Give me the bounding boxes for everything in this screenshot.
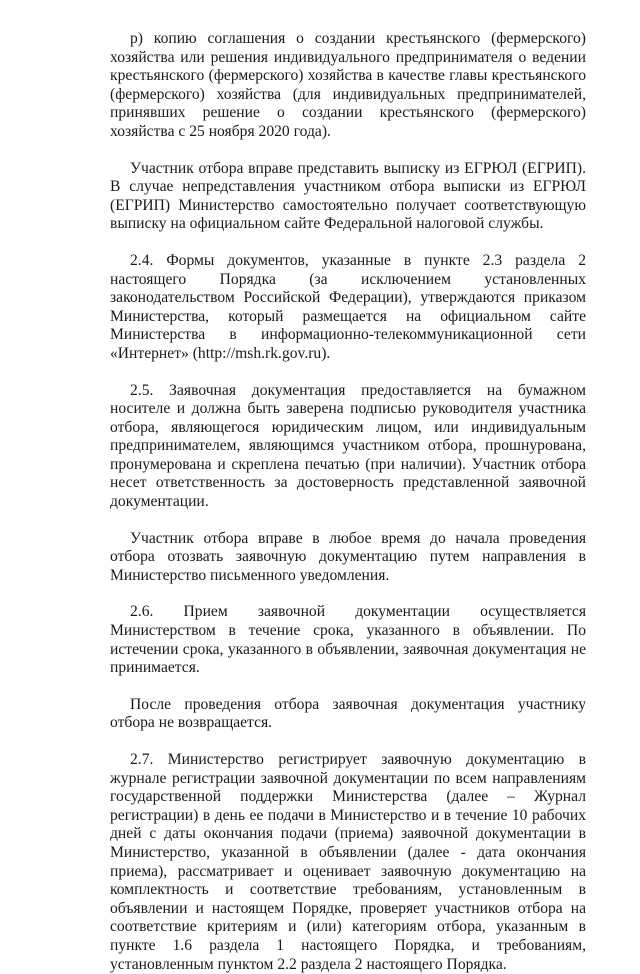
paragraph-spacer [110,364,586,382]
paragraph-no-return: После проведения отбора заявочная документация участнику отбора не возвращается. [110,695,586,732]
paragraph-egrul-extract: Участник отбора вправе представить выписку из ЕГРЮЛ (ЕГРИП). В случае непредставления участником отбора выписки из ЕГРЮЛ (ЕГРИП) Министерство самостоятельно получает соответствующую выписку на официальном сайте Федеральной налоговой службы. [110,159,586,233]
paragraph-2-6: 2.6. Прием заявочной документации осуществляется Министерством в течение срока, указанного в объявлении. По истечении срока, указанного в объявлении, заявочная документация не принимается. [110,603,586,677]
paragraph-spacer [110,142,586,160]
paragraph-r-agreement-copy: р) копию соглашения о создании крестьянского (фермерского) хозяйства или решения индивидуального предпринимателя о ведении крестьянского (фермерского) хозяйства в качестве главы крестьянского (фермерского) хозяйства (для индивидуальных предпринимателей, принявших решение о создании крестьянского (фермерского) хозяйства с 25 ноября 2020 года). [110,30,586,140]
paragraph-spacer [110,234,586,252]
paragraph-spacer [110,678,586,696]
paragraph-2-5: 2.5. Заявочная документация предоставляется на бумажном носителе и должна быть заверена подписью руководителя участника отбора, являющегося юридическим лицом, или индивидуальным предпринимателем, являющимся участником отбора, прошнурована, пронумерована и скреплена печатью (при наличии). Участник отбора несет ответственность за достоверность представленной заявочной документации. [110,381,586,511]
paragraph-2-7: 2.7. Министерство регистрирует заявочную документацию в журнале регистрации заявочной документации по всем направлениям государственной поддержки Министерства (далее – Журнал регистрации) в день ее подачи в Министерство и в течение 10 рабочих дней с даты окончания подачи (приема) заявочной документации в Министерство, указанной в объявлении (далее - дата окончания приема), рассматривает и оценивает заявочную документацию на комплектность и соответствие требованиям, установленным в объявлении и настоящем Порядке, проверяет участников отбора на соответствие критериям и (или) категориям отбора, указанным в пункте 1.6 раздела 1 настоящего Порядка, и требованиям, установленным пунктом 2.2 раздела 2 настоящего Порядка. [110,751,586,973]
paragraph-withdrawal: Участник отбора вправе в любое время до начала проведения отбора отозвать заявочную документацию путем направления в Министерство письменного уведомления. [110,529,586,584]
paragraph-spacer [110,733,586,751]
paragraph-spacer [110,585,586,603]
paragraph-2-4: 2.4. Формы документов, указанные в пункте 2.3 раздела 2 настоящего Порядка (за исключением установленных законодательством Российской Федерации), утверждаются приказом Министерства, который размещается на официальном сайте Министерства в информационно-телекоммуникационной сети «Интернет» (http://msh.rk.gov.ru). [110,251,586,362]
paragraph-spacer [110,512,586,530]
